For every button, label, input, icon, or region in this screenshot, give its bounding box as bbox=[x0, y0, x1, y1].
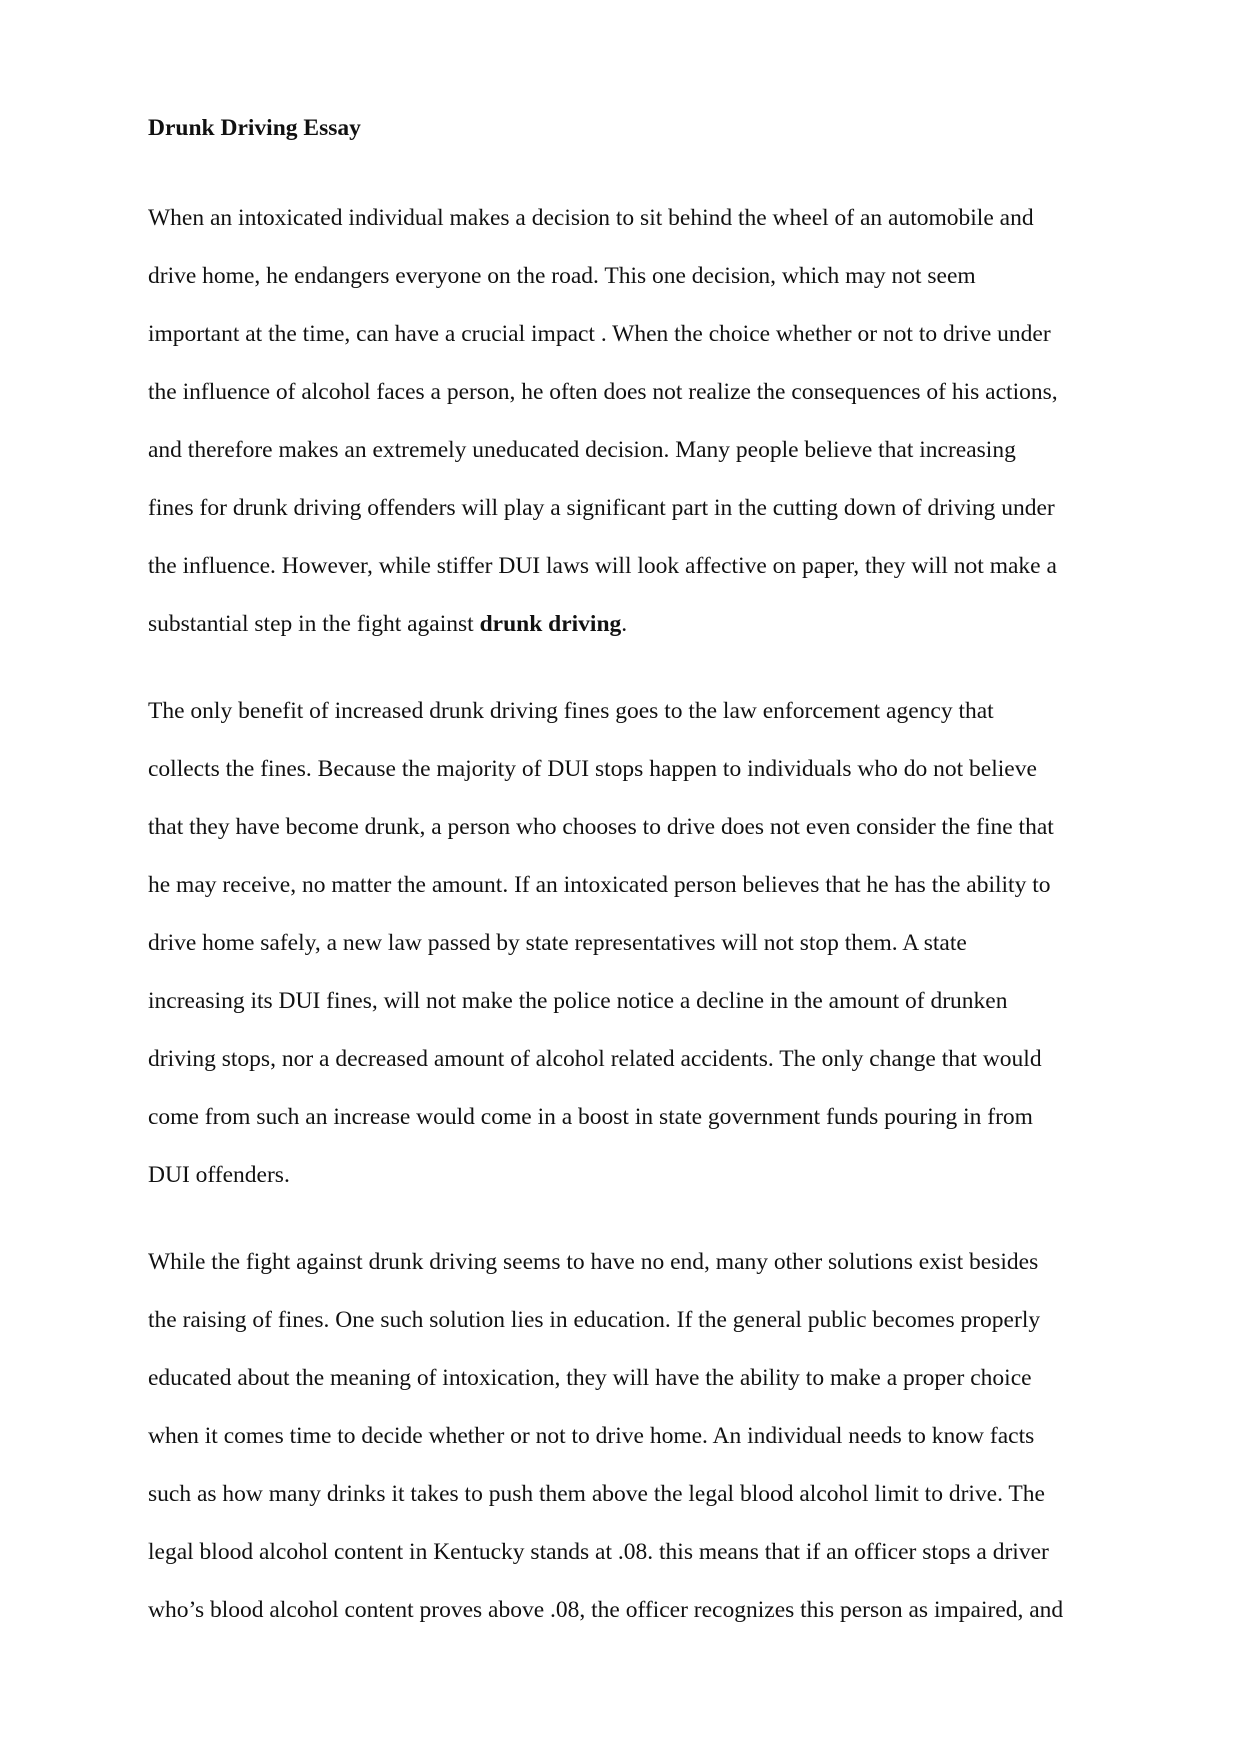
text-line: who’s blood alcohol content proves above .08, the officer recognizes this person as impaired, and bbox=[148, 1597, 1064, 1623]
text-line: that they have become drunk, a person who chooses to drive does not even consider the fine that bbox=[148, 814, 1054, 840]
text-line: such as how many drinks it takes to push them above the legal blood alcohol limit to drive. The bbox=[148, 1481, 1045, 1507]
text-line: increasing its DUI fines, will not make the police notice a decline in the amount of drunken bbox=[148, 988, 1008, 1014]
paragraph-1 bbox=[148, 189, 1138, 653]
text-line: when it comes time to decide whether or not to drive home. An individual needs to know facts bbox=[148, 1423, 1035, 1449]
text-line: DUI offenders. bbox=[148, 1162, 290, 1188]
text-line: drive home, he endangers everyone on the road. This one decision, which may not seem bbox=[148, 263, 976, 289]
text-line bbox=[148, 595, 1138, 653]
document-body bbox=[148, 112, 1138, 1668]
paragraph-2 bbox=[148, 682, 1138, 1204]
text-line: and therefore makes an extremely uneducated decision. Many people believe that increasing bbox=[148, 437, 1016, 463]
text-line: he may receive, no matter the amount. If an intoxicated person believes that he has the ability to bbox=[148, 872, 1051, 898]
text-line: driving stops, nor a decreased amount of alcohol related accidents. The only change that would bbox=[148, 1046, 1042, 1072]
text-line: come from such an increase would come in a boost in state government funds pouring in from bbox=[148, 1104, 1033, 1130]
text-line: the influence. However, while stiffer DUI laws will look affective on paper, they will not make a bbox=[148, 553, 1057, 579]
text-run: substantial step in the fight against bbox=[148, 611, 480, 637]
text-line: the raising of fines. One such solution lies in education. If the general public becomes properly bbox=[148, 1307, 1041, 1333]
text-line: When an intoxicated individual makes a decision to sit behind the wheel of an automobile and bbox=[148, 205, 1034, 231]
text-run: . bbox=[621, 611, 628, 637]
essay-title: Drunk Driving Essay bbox=[148, 115, 361, 141]
text-line: important at the time, can have a crucial impact . When the choice whether or not to drive under bbox=[148, 321, 1051, 347]
text-line: collects the fines. Because the majority of DUI stops happen to individuals who do not believe bbox=[148, 756, 1037, 782]
text-line: While the fight against drunk driving seems to have no end, many other solutions exist besides bbox=[148, 1249, 1039, 1275]
text-line: The only benefit of increased drunk driving fines goes to the law enforcement agency that bbox=[148, 698, 994, 724]
text-line: legal blood alcohol content in Kentucky stands at .08. this means that if an officer stops a driver bbox=[148, 1539, 1049, 1565]
text-line: drive home safely, a new law passed by state representatives will not stop them. A state bbox=[148, 930, 967, 956]
text-line: educated about the meaning of intoxication, they will have the ability to make a proper choice bbox=[148, 1365, 1032, 1391]
text-line: fines for drunk driving offenders will play a significant part in the cutting down of driving under bbox=[148, 495, 1055, 521]
paragraph-3 bbox=[148, 1233, 1138, 1639]
bold-keyword: drunk driving bbox=[479, 611, 622, 637]
text-line: the influence of alcohol faces a person, he often does not realize the consequences of his actions, bbox=[148, 379, 1058, 405]
